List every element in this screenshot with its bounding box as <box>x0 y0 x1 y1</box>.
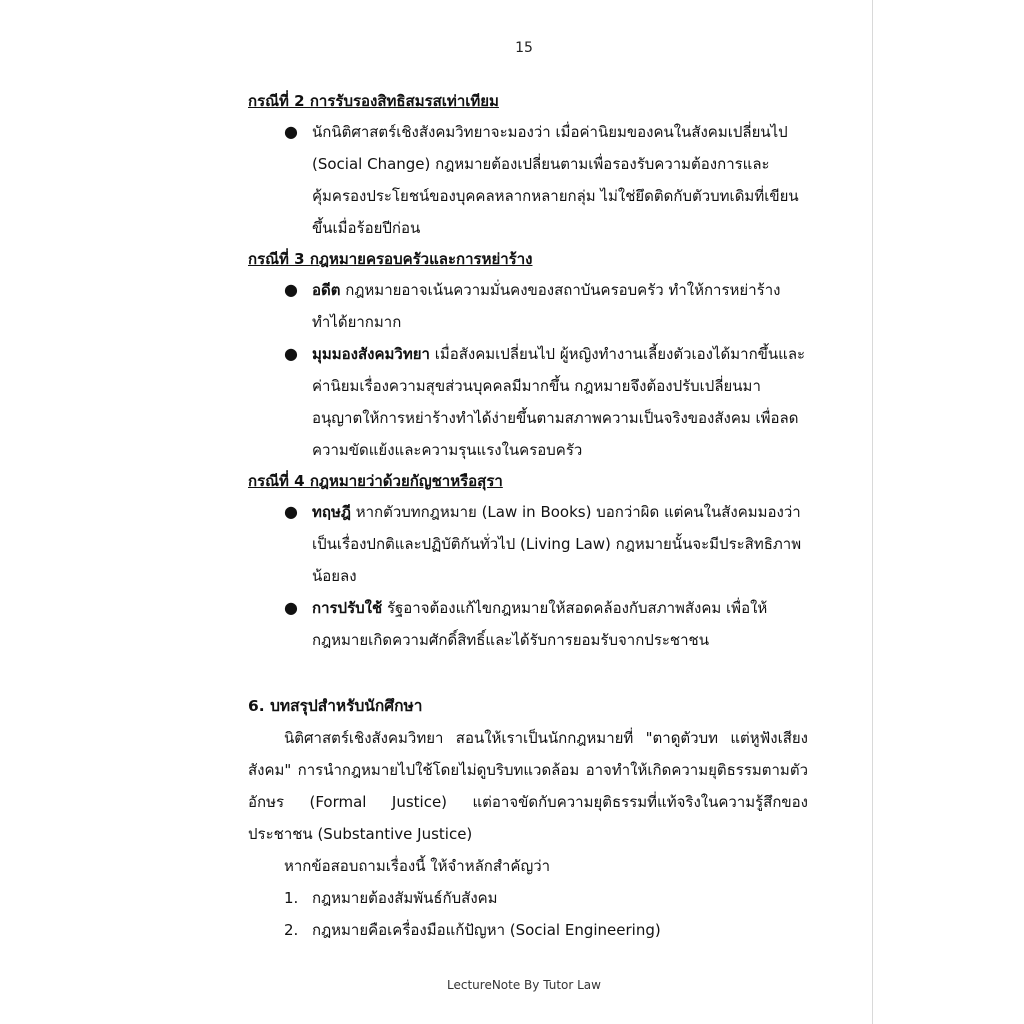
case-4-bullets <box>248 496 808 656</box>
case-4-section <box>248 466 808 656</box>
bullet-icon: ● <box>284 280 298 299</box>
case-2-title: กรณีที่ 2 การรับรองสิทธิสมรสเท่าเทียม <box>248 92 499 110</box>
bullet-text: เมื่อสังคมเปลี่ยนไป ผู้หญิงทำงานเลี้ยงตัวเองได้มากขึ้นและค่านิยมเรื่องความสุขส่วนบุคคลมีมากขึ้น กฎหมายจึงต้องปรับเปลี่ยนมาอนุญาตให้การหย่าร้างทำได้ง่ายขึ้นตามสภาพความเป็นจริงของสังคม เพื่อลดความขัดแย้งและความรุนแรงในครอบครัว <box>312 345 806 459</box>
summary-title: 6. บทสรุปสำหรับนักศึกษา <box>248 697 423 715</box>
case-2-bullets <box>248 116 808 244</box>
list-item <box>248 496 808 592</box>
case-3-bullets <box>248 274 808 466</box>
case-2-section <box>248 86 808 244</box>
exam-note: หากข้อสอบถามเรื่องนี้ ให้จำหลักสำคัญว่า <box>284 857 551 875</box>
page-footer: LectureNote By Tutor Law <box>447 978 601 992</box>
bullet-text: รัฐอาจต้องแก้ไขกฎหมายให้สอดคล้องกับสภาพสังคม เพื่อให้กฎหมายเกิดความศักดิ์สิทธิ์และได้รับการยอมรับจากประชาชน <box>312 599 768 649</box>
list-item <box>248 338 808 466</box>
case-3-title: กรณีที่ 3 กฎหมายครอบครัวและการหย่าร้าง <box>248 250 533 268</box>
bullet-term: อดีต <box>312 281 341 299</box>
bullet-text: นักนิติศาสตร์เชิงสังคมวิทยาจะมองว่า เมื่อค่านิยมของคนในสังคมเปลี่ยนไป (Social Change) กฎหมายต้องเปลี่ยนตามเพื่อรองรับความต้องการและคุ้มครองประโยชน์ของบุคคลหลากหลายกลุ่ม ไม่ใช่ยึดติดกับตัวบทเดิมที่เขียนขึ้นเมื่อร้อยปีก่อน <box>312 123 799 237</box>
summary-paragraph: นิติศาสตร์เชิงสังคมวิทยา สอนให้เราเป็นนักกฎหมายที่ "ตาดูตัวบท แต่หูฟังเสียงสังคม" การนำกฎหมายไปใช้โดยไม่ดูบริบทแวดล้อม อาจทำให้เกิดความยุติธรรมตามตัวอักษร (Formal Justice) แต่อาจขัดกับความยุติธรรมที่แท้จริงในความรู้สึกของประชาชน (Substantive Justice) <box>248 729 808 843</box>
document-body <box>248 86 808 946</box>
summary-section <box>248 690 808 946</box>
bullet-text: หากตัวบทกฎหมาย (Law in Books) บอกว่าผิด แต่คนในสังคมมองว่าเป็นเรื่องปกติและปฏิบัติกันทั่วไป (Living Law) กฎหมายนั้นจะมีประสิทธิภาพน้อยลง <box>312 503 802 585</box>
bullet-icon: ● <box>284 598 298 617</box>
page-number: 15 <box>515 40 533 56</box>
list-item <box>248 116 808 244</box>
bullet-term: มุมมองสังคมวิทยา <box>312 345 430 363</box>
case-4-title: กรณีที่ 4 กฎหมายว่าด้วยกัญชาหรือสุรา <box>248 472 503 490</box>
bullet-term: การปรับใช้ <box>312 599 383 617</box>
bullet-icon: ● <box>284 502 298 521</box>
bullet-icon: ● <box>284 122 298 141</box>
bullet-term: ทฤษฎี <box>312 503 351 521</box>
list-item <box>248 274 808 338</box>
bullet-icon: ● <box>284 344 298 363</box>
list-item <box>248 914 808 946</box>
list-item <box>248 592 808 656</box>
list-item <box>248 882 808 914</box>
point-text: กฎหมายคือเครื่องมือแก้ปัญหา (Social Engineering) <box>312 921 661 939</box>
key-points-list <box>248 882 808 946</box>
list-number: 1. <box>284 889 299 907</box>
case-3-section <box>248 244 808 466</box>
page-edge-divider <box>872 0 873 1024</box>
point-text: กฎหมายต้องสัมพันธ์กับสังคม <box>312 889 498 907</box>
bullet-text: กฎหมายอาจเน้นความมั่นคงของสถาบันครอบครัว ทำให้การหย่าร้างทำได้ยากมาก <box>312 281 781 331</box>
list-number: 2. <box>284 921 299 939</box>
